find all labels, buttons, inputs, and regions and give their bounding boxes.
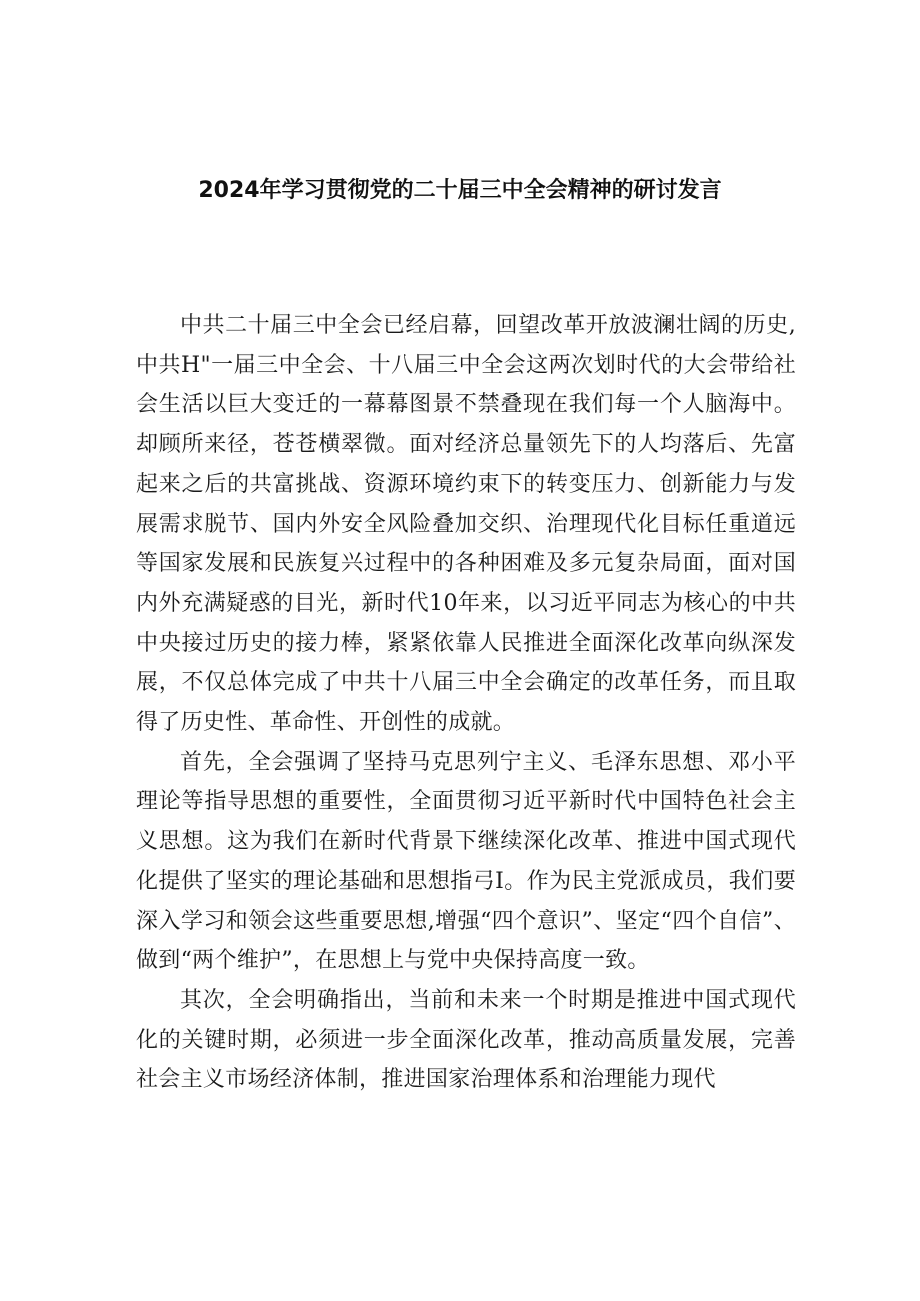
document-body bbox=[136, 306, 796, 1100]
paragraph-first-point: 首先，全会强调了坚持马克思列宁主义、毛泽东思想、邓小平理论等指导思想的重要性，全面贯彻习近平新时代中国特色社会主义思想。这为我们在新时代背景下继续深化改革、推进中国式现代化提供了坚实的理论基础和思想指弓I。作为民主党派成员，我们要深入学习和领会这些重要思想,增强“四个意识”、坚定“四个自信”、做到“两个维护”，在思想上与党中央保持高度一致。 bbox=[136, 749, 796, 974]
document-title: 2024年学习贯彻党的二十届三中全会精神的研讨发言 bbox=[198, 178, 722, 203]
paragraph-intro: 中共二十届三中全会已经启幕，回望改革开放波澜壮阔的历史,中共H"一届三中全会、十八届三中全会这两次划时代的大会带给社会生活以巨大变迁的一幕幕图景不禁叠现在我们每一个人脑海中。却顾所来径，苍苍横翠微。面对经济总量领先下的人均落后、先富起来之后的共富挑战、资源环境约束下的转变压力、创新能力与发展需求脱节、国内外安全风险叠加交织、治理现代化目标任重道远等国家发展和民族复兴过程中的各种困难及多元复杂局面，面对国内外充满疑惑的目光，新时代10年来，以习近平同志为核心的中共中央接过历史的接力棒，紧紧依靠人民推进全面深化改革向纵深发展，不仅总体完成了中共十八届三中全会确定的改革任务，而且取得了历史性、革命性、开创性的成就。 bbox=[136, 313, 796, 736]
paragraph-second-point: 其次，全会明确指出，当前和未来一个时期是推进中国式现代化的关键时期，必须进一步全面深化改革，推动高质量发展，完善社会主义市场经济体制，推进国家治理体系和治理能力现代 bbox=[136, 987, 796, 1093]
